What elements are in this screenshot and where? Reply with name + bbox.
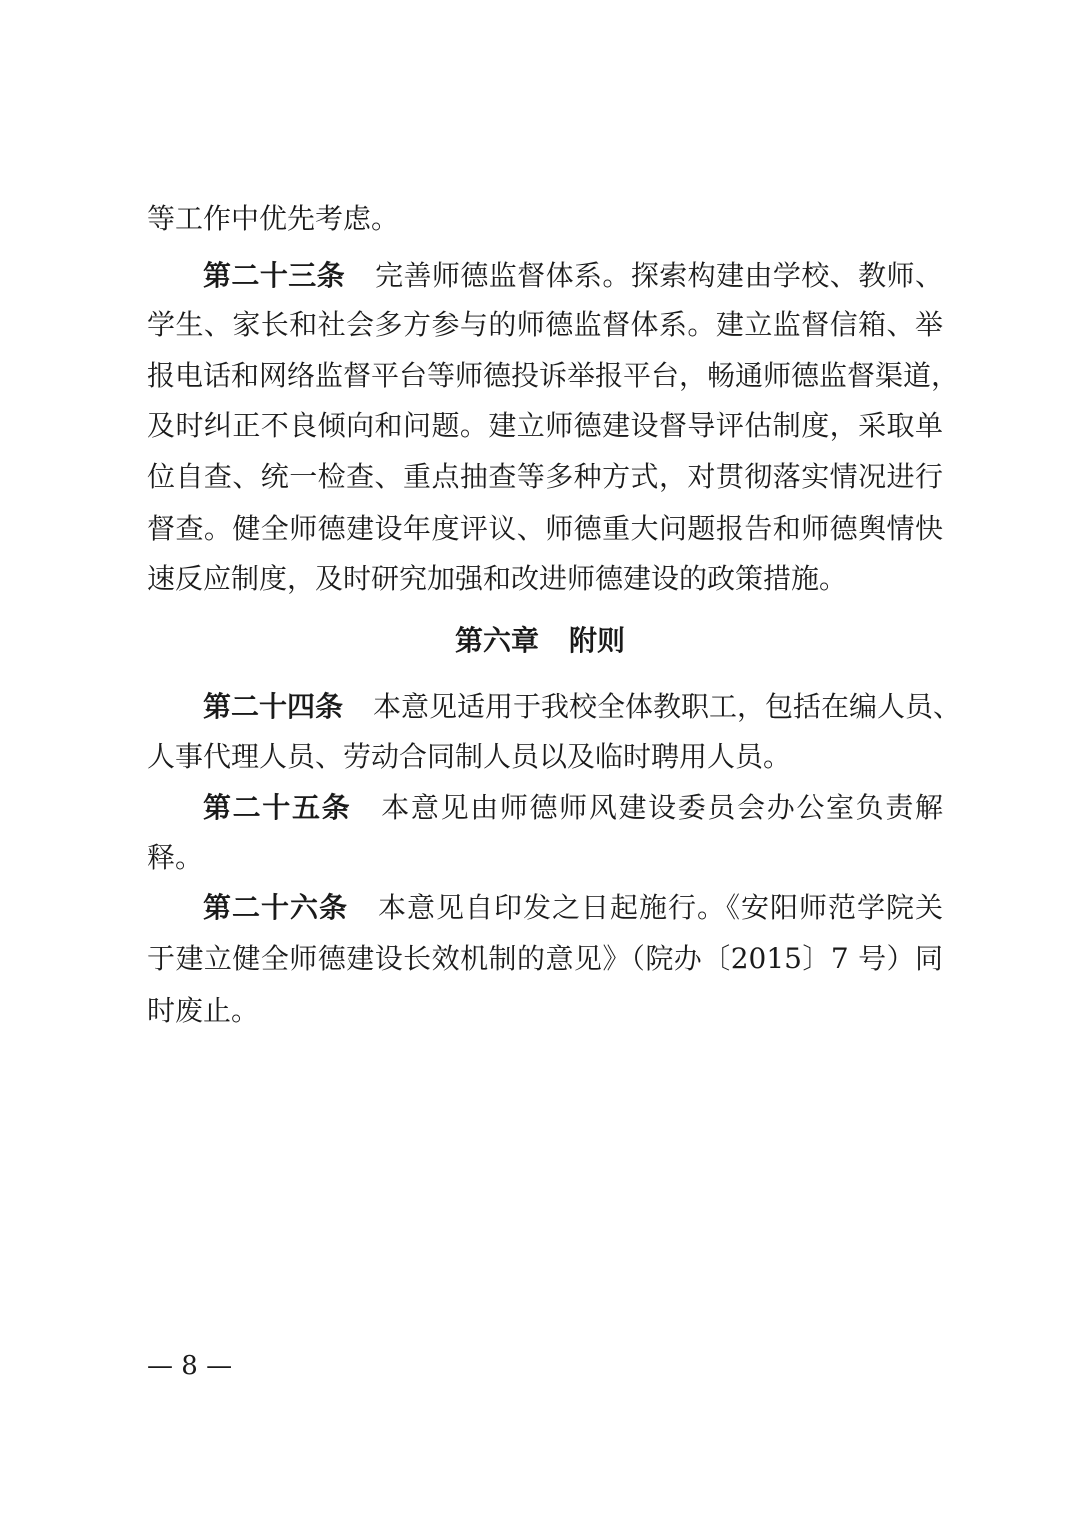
chapter-number: 第六章 bbox=[454, 624, 539, 657]
article-23-line-4: 及时纠正不良倾向和问题。建立师德建设督导评估制度，采取单 bbox=[147, 409, 943, 442]
chapter-title: 附则 bbox=[569, 624, 626, 657]
article-24-text: 本意见适用于我校全体教职工，包括在编人员、 bbox=[373, 690, 962, 723]
article-23-line-2: 学生、家长和社会多方参与的师德监督体系。建立监督信箱、举 bbox=[147, 308, 943, 341]
article-23-line-5: 位自查、统一检查、重点抽查等多种方式，对贯彻落实情况进行 bbox=[147, 460, 943, 493]
article-24-line-1 bbox=[203, 688, 962, 726]
article-23-line-6: 督查。健全师德建设年度评议、师德重大问题报告和师德舆情快 bbox=[147, 512, 943, 545]
article-26-label: 第二十六条 bbox=[203, 891, 348, 924]
page-number: — 8 — bbox=[147, 1351, 233, 1381]
article-25-text: 本意见由师德师风建设委员会办公室负责解 bbox=[381, 791, 943, 824]
article-24-label: 第二十四条 bbox=[203, 690, 344, 723]
article-23-label: 第二十三条 bbox=[203, 259, 346, 292]
article-23-line-1 bbox=[203, 257, 943, 295]
article-25-label: 第二十五条 bbox=[203, 791, 352, 824]
continuation-line: 等工作中优先考虑。 bbox=[147, 202, 400, 235]
article-25-line-2: 释。 bbox=[147, 841, 204, 874]
article-26-line-1 bbox=[203, 889, 943, 927]
article-23-line-3: 报电话和网络监督平台等师德投诉举报平台，畅通师德监督渠道， bbox=[147, 359, 960, 392]
article-26-line-3: 时废止。 bbox=[147, 994, 260, 1027]
article-23-line-7: 速反应制度，及时研究加强和改进师德建设的政策措施。 bbox=[147, 562, 848, 595]
article-25-line-1 bbox=[203, 789, 943, 827]
article-24-line-2: 人事代理人员、劳动合同制人员以及临时聘用人员。 bbox=[147, 740, 792, 773]
article-26-text: 本意见自印发之日起施行。《安阳师范学院关 bbox=[378, 891, 943, 924]
article-26-line-2: 于建立健全师德建设长效机制的意见》（院办〔2015〕7 号）同 bbox=[147, 942, 943, 975]
chapter-heading bbox=[0, 622, 1080, 660]
article-23-text: 完善师德监督体系。探索构建由学校、教师、 bbox=[375, 259, 943, 292]
